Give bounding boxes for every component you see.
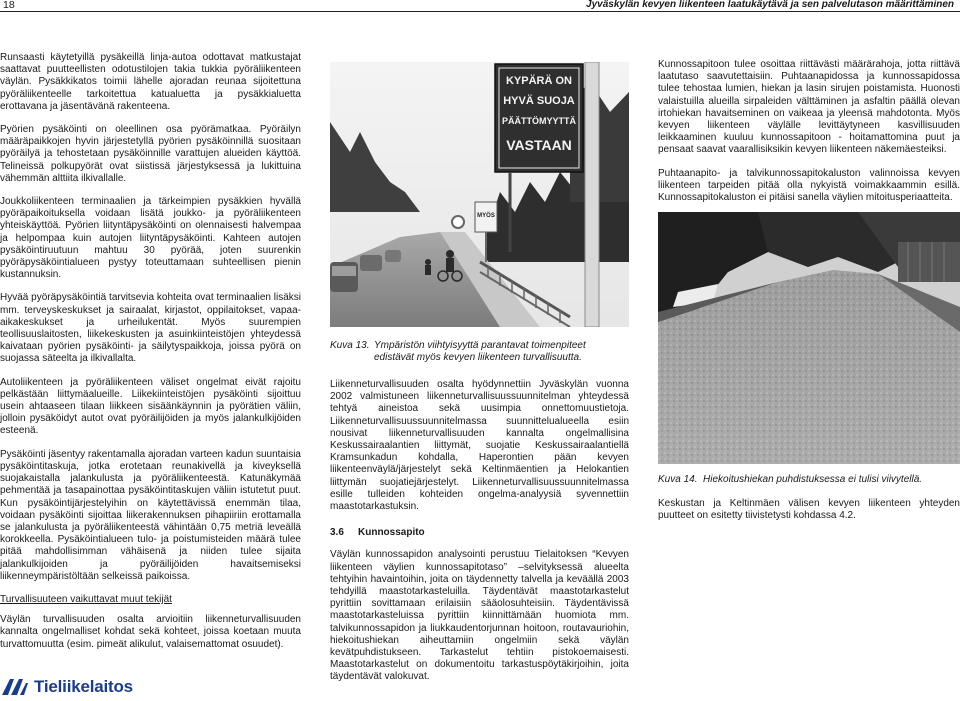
column-left xyxy=(0,52,301,662)
figure-caption xyxy=(330,340,629,364)
paragraph: Keskustan ja Keltinmäen välisen kevyen liikenteen yhteyden puutteet on esitetty tiivistetysti kohdassa 4.2. xyxy=(658,498,960,522)
caption-text: Ympäristön viihtyisyyttä parantavat toimenpiteet edistävät myös kevyen liikenteen turvallisuutta. xyxy=(374,340,586,364)
paragraph: Kunnossapitoon tulee osoittaa riittävästi määrärahoja, jotta riittävä laatutaso saavutettaisiin. Puhtaanapidossa ja kunnossapidossa tulee tehostaa lumien, hiekan ja lasin sirujen poistamista. Huonosti valaistuilla alueilla sirpaleiden välttäminen ja asfaltin päällä olevan irtohiekan havaitseminen on vaikeaa ja yleensä mahdotonta. Myös kevyen liikenteen väylälle levittäytyneen kasvillisuuden leikkaaminen kuuluu kunnossapitoon - hoitamattomina puut ja pensaat saavat vaarallisiksikin kevyen liikenteen näkemäesteiksi. xyxy=(658,59,960,156)
section-title: Kunnossapito xyxy=(358,527,425,539)
small-sign-text: MYÖS xyxy=(477,213,495,219)
paragraph: Pysäköinti jäsentyy rakentamalla ajoradan varteen kadun suuntaisia pysäköintitaskuja, jotka erotetaan reunakivellä ja kiveyksellä suojakaistalla jalankulusta ja pyöräliikenteestä. Katunäkymää pehmentää ja tasapainottaa pysäköintitaskujen väliin istutetut puut. Kun pysäköintijärjestelyihin on käytettävissä enemmän tilaa, voidaan pysäköinti sijoittaa liikerakennuksen pihapiiriin erottamalla se jalankulusta ja pyöräliikenteestä vähintään 0,75 metriä leveällä korokkeella. Pysäköintialueen tulo- ja poistumisteiden määrä tulee pitää mahdollisimman vähäisenä ja niiden tulee sijaita jalankulkijoiden ja pyöräilijöiden havaitsemiseksi liikenneympäristöltään selkeissä paikoissa. xyxy=(0,448,301,582)
section-number: 3.6 xyxy=(330,527,344,539)
tieliikelaitos-logo-icon xyxy=(0,677,28,697)
tieliikelaitos-logo xyxy=(0,676,133,698)
photo-street-with-sign xyxy=(330,62,629,327)
page-number: 18 xyxy=(3,0,15,11)
caption-number: Kuva 14. xyxy=(658,474,698,485)
column-middle xyxy=(330,379,629,695)
underlined-subheading: Turvallisuuteen vaikuttavat muut tekijät xyxy=(0,593,172,605)
paragraph: Runsaasti käytetyillä pysäkeillä linja-autoa odottavat matkustajat saattavat puutteellisten odotustilojen takia tukkia pyöräliikenteen väylän. Pysäkkikatos toimii lähelle ajoradan reunaa sijoitettuna pyöräliikenteelle tarkoitettua katualuetta ja pysäkkialuetta erottavana ja jäsentävänä rakenteena. xyxy=(0,52,301,112)
paragraph: Liikenneturvallisuuden osalta hyödynnettiin Jyväskylän vuonna 2002 valmistuneen liikenneturvallisuussuunnitelman yhteydessä tehtyä aineistoa sekä uusimpia onnettomuustietoja. Liikenneturvallisuussuunnitelmassa suunnittelualueella esiin nousivat liikenneturvallisuuden kannalta ongelmallisina Keskussairaalantien liittymät, suojatie Keskussairaalantiellä Kramsunkadun kohdalla, Haperontien pään kevyen liikenteenväylä/järjestelyt sekä Keltinmäentien ja Helokantien liittymän suojatiejärjestelyt. Liikenneturvallisuussuunnitelmassa esille tulleiden kohteiden ongelma-analyysiä syvennettiin maastotarkastuksin. xyxy=(330,379,629,513)
section-heading xyxy=(330,527,629,539)
sign-line-4: VASTAAN xyxy=(506,137,572,153)
paragraph: Väylän kunnossapidon analysointi perustuu Tielaitoksen “Kevyen liikenteen väylien kunnossapitotaso” –selvityksessä alueelta tehtyihin havaintoihin, joita on täydennetty talvella ja keväällä 2003 tehdyillä maastotarkasteluilla. Täydentävät maastotarkastelut pyrittiin sovittamaan erilaisiin sääolosuhteisiin. Täydentävissä maastotarkasteluissa pyrittiin kiinnittämään huomiota mm. talvikunnossapidon ja liukkaudentorjunnan hoitoon, routavauriohin, hiekoitushiekan aiheuttamiin ongelmiin sekä väylän kevätpuhdistukseen. Tarkastelut tehtiin pistokoemaisesti. Maastotarkastelut on dokumentoitu tarkastuspöytäkirjoihin, joita täydentävät valokuvat. xyxy=(330,549,629,683)
logo-text: Tieliikelaitos xyxy=(34,677,133,696)
caption-text: Hiekoitushiekan puhdistuksessa ei tulisi viivytellä. xyxy=(703,474,923,485)
running-header-title: Jyväskylän kevyen liikenteen laatukäytävä ja sen palvelutason määrittäminen xyxy=(586,0,954,10)
paragraph: Joukkoliikenteen terminaalien ja tärkeimpien pysäkkien hyvällä pyöräpaikoituksella voidaan lisätä joukko- ja pyöräliikenteen yhteiskäyttöä. Pyörien liityntäpysäköinti on olennaisesti halvempaa ja helpompaa kuin autojen liityntäpysäköinti. Kahteen autojen pysäköintiruutuun mahtuu 30 pyörää, joten suurenkin pyöräpysäköintialueen pystyy toteuttamaan suhteellisen pienin kustannuksin. xyxy=(0,196,301,281)
paragraph: Pyörien pysäköinti on oleellinen osa pyörämatkaa. Pyöräilyn määräpaikkojen hyvin järjestetyllä pyörien pysäköinnillä suositaan pyöräilyä ja tehostetaan pysäköinnille varattujen alueiden käyttöä. Telineissä polkupyörät ovat siistissä järjestyksessä ja lukittuina vähemmän alttiita ilkivallalle. xyxy=(0,124,301,184)
sign-line-3: PÄÄTTÖMYYTTÄ xyxy=(502,116,576,126)
sign-line-1: KYPÄRÄ ON xyxy=(505,75,573,87)
sign-line-2: HYVÄ SUOJA xyxy=(503,95,575,107)
paragraph: Puhtaanapito- ja talvikunnossapitokaluston valinnoissa kevyen liikenteen tarpeiden pitää olla nykyistä voimakkaammin esillä. Kunnossapitokaluston ei pitäisi sanella väylien mitoitusperiaatteita. xyxy=(658,167,960,204)
photo-gravel-path xyxy=(658,212,960,464)
paragraph: Väylän turvallisuuden osalta arvioitiin liikenneturvallisuuden kannalta ongelmalliset kohdat sekä kohteet, joissa koetaan muuta turvattomuutta (esim. pimeät alikulut, valaisemattomat osuudet). xyxy=(0,614,301,650)
paragraph: Autoliikenteen ja pyöräliikenteen väliset ongelmat eivät rajoitu pelkästään liittymäalueille. Liikekiinteistöjen pysäköinti sijoittuu usein ahtaaseen tilaan liikkeen sisäänkäynnin ja pyörätien väliin, jolloin pysäköidyt autot ovat pyöräilijöiden ja myös jalankulkijöiden esteenä. xyxy=(0,376,301,437)
paragraph: Hyvää pyöräpysäköintiä tarvitsevia kohteita ovat terminaalien lisäksi mm. terveyskeskukset ja sairaalat, kirjastot, oppilaitokset, vapaa-aikakeskukset ja urheilukentät. Myös suurempien teollisuuslaitosten, liikekeskusten ja asuinkiinteistöjen yhteydessä kaivataan pyörien pysäköinti- ja säilytyspaikkoja, joissa pyörä on suojassa säteelta ja ilkivallalta. xyxy=(0,292,301,365)
figure-caption xyxy=(658,474,960,486)
column-right-lower xyxy=(658,498,960,533)
column-right xyxy=(658,59,960,215)
header-rule xyxy=(0,11,960,12)
caption-number: Kuva 13. xyxy=(330,340,370,351)
